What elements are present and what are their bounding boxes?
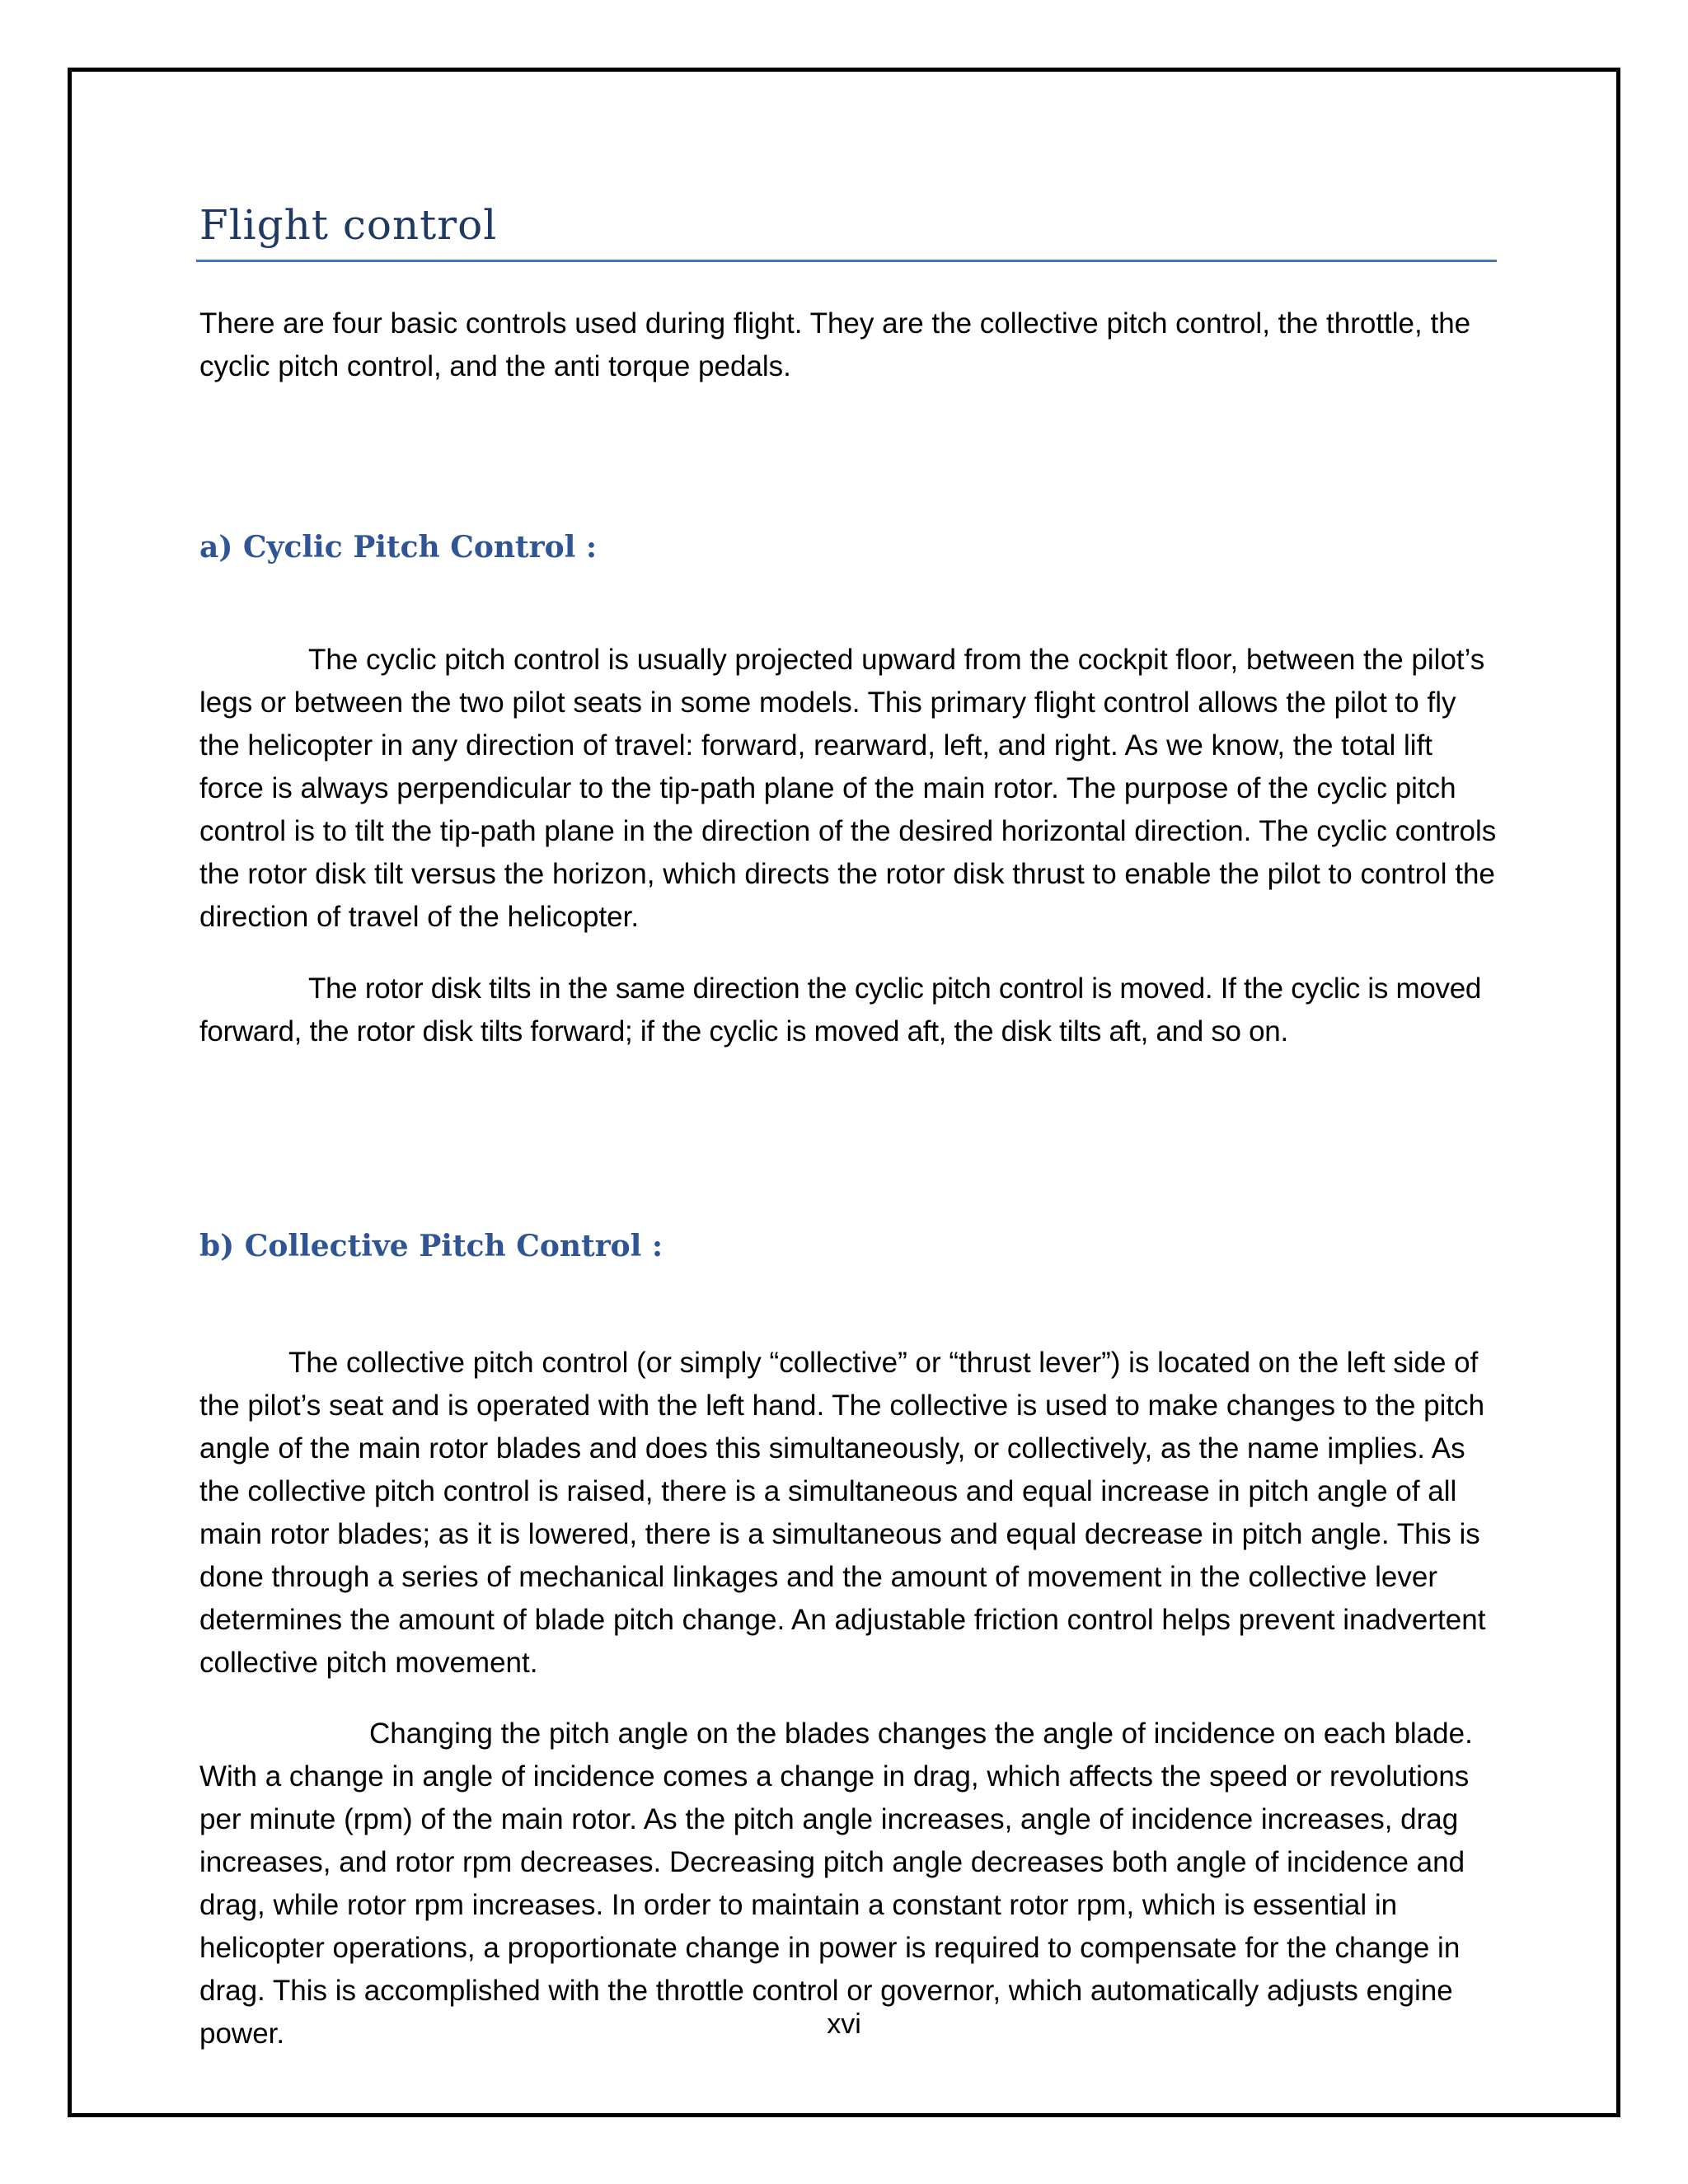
page-number: xvi xyxy=(827,2008,861,2040)
cyclic-paragraph-2: The rotor disk tilts in the same direction the cyclic pitch control is moved. If the cyclic is moved forward, the rotor disk tilts forward; if the cyclic is moved aft, the disk tilts aft, and so on. xyxy=(199,972,1482,1047)
page-title: Flight control xyxy=(199,201,498,249)
title-underline xyxy=(196,260,1497,262)
section-heading-collective: b) Collective Pitch Control : xyxy=(199,1229,663,1263)
collective-paragraph-1: The collective pitch control (or simply “collective” or “thrust lever”) is located on the left side of the pilot’s seat and is operated with the left hand. The collective is used to make changes to the pitch angle of the main rotor blades and does this simultaneously, or collectively, as the name implies. As the collective pitch control is raised, there is a simultaneous and equal increase in pitch angle of all main rotor blades; as it is lowered, there is a simultaneous and equal decrease in pitch angle. This is done through a series of mechanical linkages and the amount of movement in the collective lever determines the amount of blade pitch change. An adjustable friction control helps prevent inadvertent collective pitch movement. xyxy=(199,1347,1486,1679)
intro-paragraph: There are four basic controls used during flight. They are the collective pitch control, the throttle, the cyclic pitch control, and the anti torque pedals. xyxy=(199,307,1471,382)
section-heading-cyclic: a) Cyclic Pitch Control : xyxy=(199,530,598,565)
collective-paragraph-2: Changing the pitch angle on the blades changes the angle of incidence on each blade. With a change in angle of incidence comes a change in drag, which affects the speed or revolutions per minute (rpm) of the main rotor. As the pitch angle increases, angle of incidence increases, drag increases, and rotor rpm decreases. Decreasing pitch angle decreases both angle of incidence and drag, while rotor rpm increases. In order to maintain a constant rotor rpm, which is essential in helicopter operations, a proportionate change in power is required to compensate for the change in drag. This is accomplished with the throttle control or governor, which automatically adjusts engine power. xyxy=(199,1718,1473,2050)
cyclic-paragraph-1: The cyclic pitch control is usually projected upward from the cockpit floor, between the pilot’s legs or between the two pilot seats in some models. This primary flight control allows the pilot to fly the helicopter in any direction of travel: forward, rearward, left, and right. As we know, the total lift force is always perpendicular to the tip-path plane of the main rotor. The purpose of the cyclic pitch control is to tilt the tip-path plane in the direction of the desired horizontal direction. The cyclic controls the rotor disk tilt versus the horizon, which directs the rotor disk thrust to enable the pilot to control the direction of travel of the helicopter. xyxy=(199,644,1497,933)
